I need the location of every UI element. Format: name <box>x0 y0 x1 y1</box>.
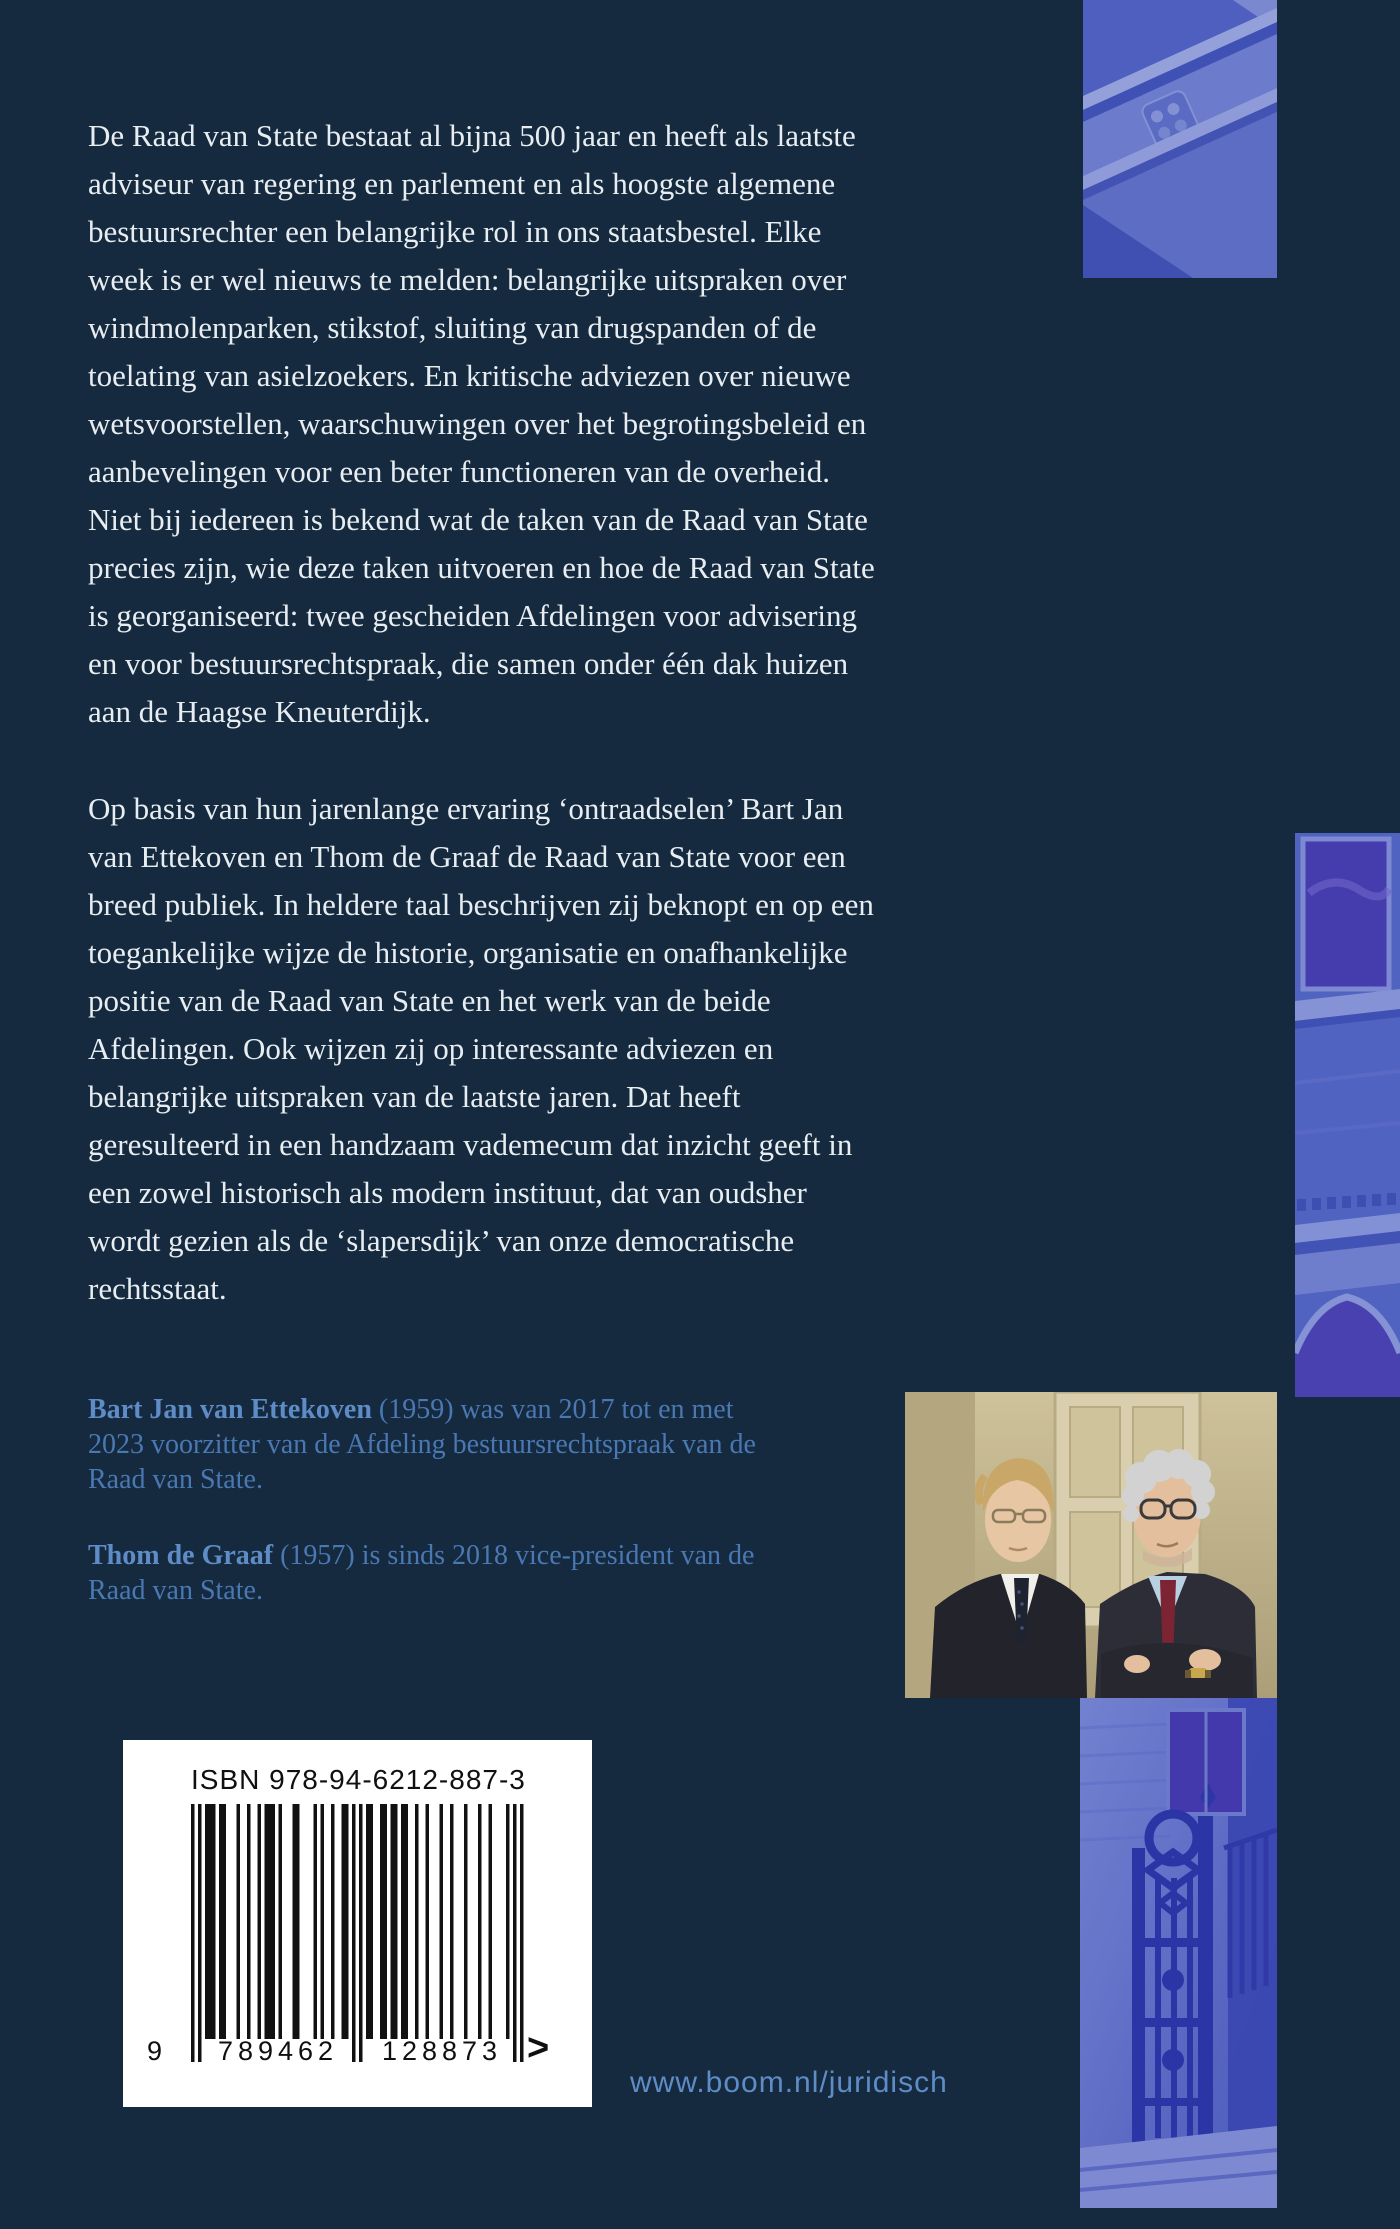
author-bios <box>88 1392 794 1608</box>
facade-window-photo-fragment <box>1295 833 1400 1397</box>
author-bio-de-graaf <box>88 1538 794 1608</box>
isbn-barcode-block <box>123 1740 592 2107</box>
facade-cornice-photo-fragment <box>1083 0 1277 278</box>
authors-photo <box>905 1392 1277 1698</box>
author-bio-van-ettekoven <box>88 1392 794 1497</box>
synopsis <box>88 112 880 1313</box>
author-bio-text: (1957) is sinds 2018 vice-president van de Raad van State. <box>88 1540 755 1606</box>
synopsis-paragraph-2: Op basis van hun jarenlange ervaring ‘ontraadselen’ Bart Jan van Ettekoven en Thom de Graaf de Raad van State voor een breed publiek. In heldere taal beschrijven zij beknopt en op een toegankelijke wijze de historie, organisatie en onafhankelijke positie van de Raad van State en het werk van de beide Afdelingen. Ook wijzen zij op interessante adviezen en belangrijke uitspraken van de laatste jaren. Dat heeft geresulteerd in een handzaam vademecum dat inzicht geeft in een zowel historisch als modern instituut, dat van oudsher wordt gezien als de ‘slapersdijk’ van onze democratische rechtsstaat. <box>88 791 874 1306</box>
synopsis-paragraph-1: De Raad van State bestaat al bijna 500 jaar en heeft als laatste adviseur van regering en parlement en als hoogste algemene bestuursrechter een belangrijke rol in ons staatsbestel. Elke week is er wel nieuws te melden: belangrijke uitspraken over windmolenparken, stikstof, sluiting van drugspanden of de toelating van asielzoekers. En kritische adviezen over nieuwe wetsvoorstellen, waarschuwingen over het begrotingsbeleid en aanbevelingen voor een beter functioneren van de overheid. Niet bij iedereen is bekend wat de taken van de Raad van State precies zijn, wie deze taken uitvoeren en hoe de Raad van State is georganiseerd: twee gescheiden Afdelingen voor advisering en voor bestuursrechtspraak, die samen onder één dak huizen aan de Haagse Kneuterdijk. <box>88 118 875 729</box>
isbn-label: ISBN 978-94-6212-887-3 <box>191 1764 526 1795</box>
barcode-digits-group1: 789462 <box>217 2036 339 2066</box>
gate-photo-fragment <box>1080 1698 1277 2208</box>
barcode-digits-group2: 128873 <box>381 2036 503 2066</box>
ean13-barcode <box>191 1804 524 2067</box>
publisher-url: www.boom.nl/juridisch <box>630 2066 948 2099</box>
author-name: Bart Jan van Ettekoven <box>88 1394 372 1425</box>
barcode-arrow-icon: > <box>527 2027 550 2069</box>
author-name: Thom de Graaf <box>88 1540 274 1571</box>
author-bio-text: (1959) was van 2017 tot en met 2023 voorzitter van de Afdeling bestuursrechtspraak van de Raad van State. <box>88 1394 756 1495</box>
barcode-digit-first: 9 <box>147 2036 163 2066</box>
